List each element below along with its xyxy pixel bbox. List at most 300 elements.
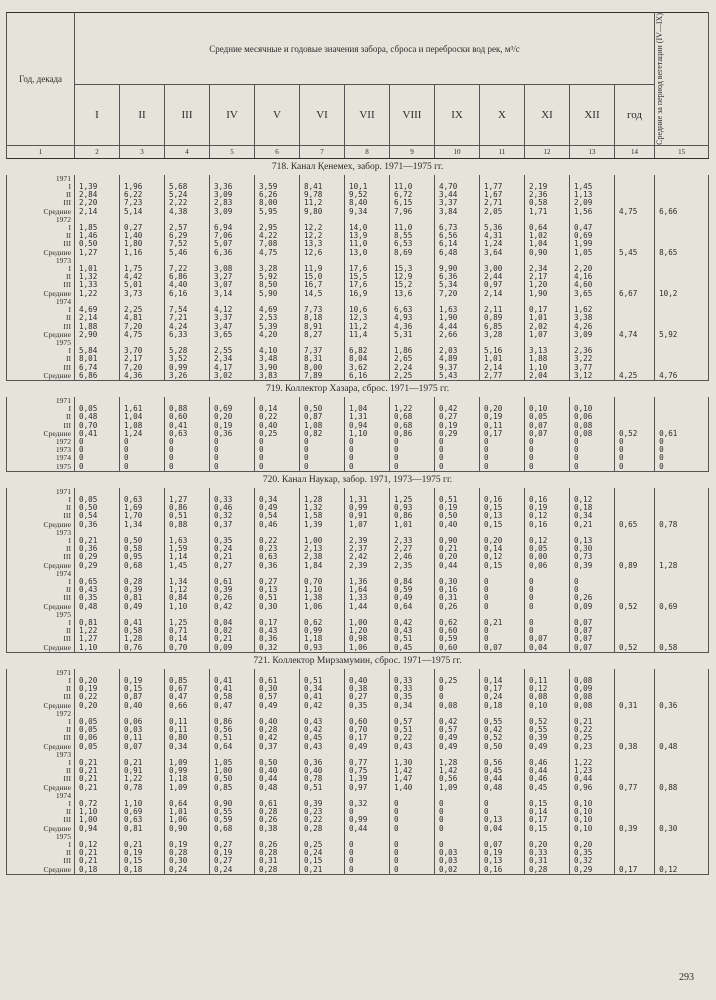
data-cell: 0,06	[525, 562, 570, 570]
data-cell: 0,46	[210, 504, 255, 512]
data-cell: 2,27	[390, 545, 435, 553]
data-cell	[345, 397, 390, 405]
data-cell	[655, 570, 709, 578]
data-cell	[615, 529, 655, 537]
row-label: III	[7, 240, 75, 248]
data-cell	[390, 298, 435, 306]
data-cell: 0	[75, 463, 120, 472]
data-cell: 7,21	[165, 314, 210, 322]
table-row	[7, 290, 709, 298]
data-cell: 0,21	[570, 521, 615, 529]
data-cell: 0,80	[165, 734, 210, 742]
data-cell	[255, 175, 300, 183]
data-cell: 6,14	[435, 240, 480, 248]
data-cell: 8,31	[300, 355, 345, 363]
data-cell	[615, 677, 655, 685]
row-label: 1974	[7, 454, 75, 462]
data-cell: 3,90	[255, 364, 300, 372]
data-cell	[570, 397, 615, 405]
data-cell: 7,73	[300, 306, 345, 314]
section-title: 721. Коллектор Мирзамумин, сброс. 1971—1975 гг.	[7, 652, 709, 669]
data-cell: 4,74	[615, 331, 655, 339]
row-label: III	[7, 857, 75, 865]
data-cell: 0,40	[120, 702, 165, 710]
data-cell	[120, 751, 165, 759]
data-cell: 0,11	[165, 726, 210, 734]
data-cell: 0,10	[525, 702, 570, 710]
data-cell: 2,04	[525, 372, 570, 381]
data-cell: 0,10	[570, 800, 615, 808]
data-cell: 8,00	[300, 364, 345, 372]
data-cell: 0	[345, 808, 390, 816]
data-cell: 0	[435, 685, 480, 693]
data-cell: 0,32	[210, 512, 255, 520]
data-cell: 2,19	[525, 183, 570, 191]
month-header-row	[7, 85, 709, 146]
data-cell: 0,21	[120, 841, 165, 849]
data-cell: 1,18	[165, 775, 210, 783]
data-cell: 7,22	[165, 265, 210, 273]
data-cell	[570, 570, 615, 578]
data-cell	[300, 488, 345, 496]
data-cell: 2,14	[75, 314, 120, 322]
data-cell: 0,52	[525, 718, 570, 726]
data-cell: 0,42	[210, 603, 255, 611]
section-title: 720. Канал Наукар, забор. 1971, 1973—1975 гг.	[7, 471, 709, 488]
data-cell: 0,59	[390, 586, 435, 594]
data-cell: 0,59	[210, 816, 255, 824]
data-cell: 0,10	[570, 825, 615, 833]
data-cell: 0,14	[165, 635, 210, 643]
data-cell	[120, 257, 165, 265]
data-cell: 0,15	[525, 800, 570, 808]
data-cell	[655, 718, 709, 726]
data-cell: 0,52	[615, 644, 655, 653]
data-cell	[655, 183, 709, 191]
data-cell	[655, 529, 709, 537]
data-cell	[165, 751, 210, 759]
data-cell	[165, 298, 210, 306]
data-cell: 0,05	[75, 726, 120, 734]
data-cell: 4,36	[390, 323, 435, 331]
data-cell: 6,33	[165, 331, 210, 339]
data-cell: 0,27	[255, 578, 300, 586]
data-cell: 0,52	[480, 734, 525, 742]
data-cell: 0,32	[255, 644, 300, 653]
data-cell	[255, 529, 300, 537]
data-cell: 1,10	[120, 800, 165, 808]
data-cell: 0,19	[525, 504, 570, 512]
data-cell: 0	[525, 619, 570, 627]
data-cell: 0,94	[345, 422, 390, 430]
data-cell	[390, 570, 435, 578]
data-cell: 0,60	[435, 644, 480, 653]
data-cell: 0,02	[210, 627, 255, 635]
row-label: Средние	[7, 562, 75, 570]
data-cell	[615, 775, 655, 783]
data-cell: 8,55	[390, 232, 435, 240]
data-cell: 1,59	[165, 545, 210, 553]
data-cell: 0,94	[75, 825, 120, 833]
data-cell: 0,64	[165, 800, 210, 808]
data-cell	[120, 216, 165, 224]
data-cell: 7,20	[120, 364, 165, 372]
data-cell: 0	[165, 438, 210, 446]
data-cell: 0,17	[480, 430, 525, 438]
data-cell	[435, 175, 480, 183]
data-cell: 8,69	[390, 249, 435, 257]
data-cell: 2,24	[390, 364, 435, 372]
data-cell: 0,99	[165, 364, 210, 372]
data-cell: 0,41	[75, 430, 120, 438]
data-cell: 2,14	[480, 290, 525, 298]
data-cell: 1,10	[75, 644, 120, 653]
data-cell	[615, 347, 655, 355]
data-cell: 4,42	[120, 273, 165, 281]
data-cell: 1,32	[300, 504, 345, 512]
data-cell: 0,12	[480, 553, 525, 561]
data-cell: 0,89	[615, 562, 655, 570]
data-cell	[615, 635, 655, 643]
data-cell: 0	[480, 586, 525, 594]
data-cell: 0,88	[165, 521, 210, 529]
data-table	[6, 12, 709, 875]
data-cell	[480, 611, 525, 619]
data-cell: 5,92	[255, 273, 300, 281]
data-cell	[655, 677, 709, 685]
data-cell: 4,17	[210, 364, 255, 372]
data-cell: 6,22	[120, 191, 165, 199]
data-cell: 0	[300, 446, 345, 454]
data-cell: 3,28	[255, 265, 300, 273]
data-cell: 0	[165, 446, 210, 454]
data-cell	[300, 339, 345, 347]
data-cell: 2,22	[165, 199, 210, 207]
data-cell: 8,50	[255, 281, 300, 289]
data-cell: 0,29	[435, 430, 480, 438]
data-cell: 0,27	[210, 857, 255, 865]
data-cell	[615, 175, 655, 183]
data-cell	[615, 364, 655, 372]
data-cell: 0,44	[255, 775, 300, 783]
data-cell: 0,50	[75, 504, 120, 512]
data-cell	[210, 488, 255, 496]
data-cell: 3,44	[435, 191, 480, 199]
data-cell	[210, 529, 255, 537]
data-cell: 1,05	[210, 759, 255, 767]
data-cell: 0,76	[120, 644, 165, 653]
section-title-row	[7, 158, 709, 175]
data-cell	[345, 298, 390, 306]
data-cell: 0,24	[210, 866, 255, 875]
data-cell: 0,69	[570, 232, 615, 240]
data-cell: 7,89	[300, 372, 345, 381]
data-cell: 0	[300, 438, 345, 446]
data-cell: 0,25	[570, 734, 615, 742]
data-cell	[255, 257, 300, 265]
data-cell: 0,32	[345, 800, 390, 808]
data-cell: 0,99	[345, 816, 390, 824]
data-cell: 0,47	[165, 693, 210, 701]
data-cell: 1,01	[480, 355, 525, 363]
data-cell: 4,60	[570, 281, 615, 289]
data-cell	[655, 553, 709, 561]
data-cell: 0	[345, 463, 390, 472]
table-row	[7, 857, 709, 865]
data-cell: 0,15	[480, 521, 525, 529]
data-cell	[210, 339, 255, 347]
data-cell	[525, 792, 570, 800]
data-cell: 0,48	[480, 784, 525, 792]
data-cell: 0,34	[165, 743, 210, 751]
data-cell: 2,65	[390, 355, 435, 363]
data-cell: 0	[390, 800, 435, 808]
data-cell: 0,57	[390, 718, 435, 726]
data-cell	[75, 570, 120, 578]
column-number: 12	[525, 145, 570, 158]
data-cell: 16,7	[300, 281, 345, 289]
data-cell: 0,64	[390, 603, 435, 611]
data-cell	[655, 323, 709, 331]
row-label: 1974	[7, 792, 75, 800]
month-header: X	[480, 85, 525, 146]
table-row	[7, 792, 709, 800]
data-cell: 0,13	[480, 816, 525, 824]
data-cell: 2,11	[480, 306, 525, 314]
data-cell: 0	[525, 594, 570, 602]
data-cell: 0	[390, 438, 435, 446]
data-cell: 0,46	[525, 759, 570, 767]
data-cell: 0	[655, 454, 709, 462]
data-cell: 1,18	[300, 635, 345, 643]
data-cell: 0,36	[655, 702, 709, 710]
data-cell	[525, 488, 570, 496]
data-cell	[480, 669, 525, 677]
data-cell: 11,2	[345, 323, 390, 331]
data-cell: 5,16	[480, 347, 525, 355]
data-cell: 6,53	[390, 240, 435, 248]
data-cell: 0,22	[390, 734, 435, 742]
data-cell	[165, 488, 210, 496]
data-cell: 1,77	[480, 183, 525, 191]
data-cell	[435, 216, 480, 224]
data-cell: 0,31	[255, 857, 300, 865]
data-cell	[255, 833, 300, 841]
data-cell: 4,22	[255, 232, 300, 240]
row-label: Средние	[7, 430, 75, 438]
data-cell: 1,27	[165, 496, 210, 504]
data-cell	[615, 537, 655, 545]
data-cell: 3,12	[570, 372, 615, 381]
row-label: I	[7, 347, 75, 355]
data-cell: 3,36	[210, 183, 255, 191]
data-cell: 4,93	[390, 314, 435, 322]
data-cell: 0	[435, 808, 480, 816]
data-cell: 0	[525, 454, 570, 462]
data-cell: 0,27	[210, 841, 255, 849]
data-cell: 0,22	[255, 537, 300, 545]
data-cell: 0,49	[255, 504, 300, 512]
data-cell: 0	[390, 849, 435, 857]
row-label: II	[7, 504, 75, 512]
data-cell: 0,16	[435, 586, 480, 594]
data-cell	[435, 339, 480, 347]
data-cell: 1,22	[390, 405, 435, 413]
row-label: III	[7, 594, 75, 602]
data-cell: 0,02	[435, 866, 480, 875]
data-cell	[655, 240, 709, 248]
data-cell: 0,14	[525, 808, 570, 816]
data-cell	[615, 816, 655, 824]
data-cell: 8,41	[300, 183, 345, 191]
data-cell: 0,21	[75, 849, 120, 857]
data-cell: 0	[165, 454, 210, 462]
data-cell	[345, 257, 390, 265]
column-number: 4	[165, 145, 210, 158]
data-cell: 0,19	[210, 849, 255, 857]
data-cell: 0,57	[435, 726, 480, 734]
data-cell: 2,20	[75, 199, 120, 207]
data-cell	[655, 800, 709, 808]
data-cell	[655, 397, 709, 405]
data-cell: 6,36	[435, 273, 480, 281]
data-cell: 0	[525, 463, 570, 472]
data-cell: 0	[345, 857, 390, 865]
data-cell	[525, 833, 570, 841]
data-cell: 5,90	[255, 290, 300, 298]
data-cell: 0,03	[120, 726, 165, 734]
data-cell: 0	[480, 635, 525, 643]
data-cell: 0,44	[525, 767, 570, 775]
data-cell: 6,74	[75, 364, 120, 372]
data-cell: 0,52	[615, 430, 655, 438]
data-cell: 2,02	[525, 323, 570, 331]
table-row	[7, 281, 709, 289]
data-cell: 0,10	[570, 808, 615, 816]
data-cell: 0,45	[300, 734, 345, 742]
data-cell: 5,31	[390, 331, 435, 339]
data-cell: 2,35	[390, 562, 435, 570]
data-cell	[300, 397, 345, 405]
data-cell	[655, 191, 709, 199]
data-cell: 14,0	[345, 224, 390, 232]
data-cell: 0,77	[615, 784, 655, 792]
data-cell: 1,10	[165, 603, 210, 611]
table-row	[7, 265, 709, 273]
data-cell: 1,01	[75, 265, 120, 273]
data-cell	[345, 339, 390, 347]
data-cell: 1,07	[345, 521, 390, 529]
row-label: I	[7, 841, 75, 849]
data-cell: 5,34	[435, 281, 480, 289]
data-cell: 1,27	[75, 635, 120, 643]
data-cell: 0,50	[210, 775, 255, 783]
data-cell: 0,50	[480, 743, 525, 751]
row-label: III	[7, 323, 75, 331]
data-cell	[300, 833, 345, 841]
row-label: III	[7, 693, 75, 701]
data-cell: 0,19	[480, 849, 525, 857]
data-cell: 12,3	[345, 314, 390, 322]
data-cell: 2,37	[345, 545, 390, 553]
data-cell: 0,29	[75, 553, 120, 561]
data-cell	[255, 298, 300, 306]
data-cell: 0,33	[210, 496, 255, 504]
data-cell: 1,05	[570, 249, 615, 257]
data-cell: 7,08	[255, 240, 300, 248]
data-cell	[655, 627, 709, 635]
data-cell	[435, 529, 480, 537]
data-cell	[655, 537, 709, 545]
data-cell: 0,58	[655, 644, 709, 653]
data-cell: 6,16	[165, 290, 210, 298]
data-cell	[435, 710, 480, 718]
data-cell	[615, 693, 655, 701]
data-cell	[655, 216, 709, 224]
data-cell	[345, 710, 390, 718]
data-cell: 0	[210, 463, 255, 472]
data-cell: 0,28	[255, 808, 300, 816]
data-cell: 2,34	[525, 265, 570, 273]
data-cell: 0,33	[525, 849, 570, 857]
row-label: I	[7, 405, 75, 413]
data-cell: 1,88	[525, 355, 570, 363]
data-cell: 1,04	[120, 413, 165, 421]
data-cell: 0	[435, 693, 480, 701]
data-cell	[255, 751, 300, 759]
data-cell: 0,70	[75, 422, 120, 430]
data-cell	[570, 751, 615, 759]
data-cell: 0	[435, 841, 480, 849]
table-row	[7, 627, 709, 635]
data-cell: 0,28	[255, 849, 300, 857]
data-cell: 0,62	[300, 619, 345, 627]
data-cell: 0,81	[75, 619, 120, 627]
data-cell: 0,19	[435, 422, 480, 430]
data-cell: 0,21	[570, 718, 615, 726]
data-cell	[525, 257, 570, 265]
data-cell: 12,2	[300, 224, 345, 232]
data-cell: 0,65	[615, 521, 655, 529]
data-cell: 1,45	[165, 562, 210, 570]
data-cell: 0,25	[300, 841, 345, 849]
data-cell: 0,70	[345, 726, 390, 734]
data-cell: 0	[120, 463, 165, 472]
data-cell: 8,40	[345, 199, 390, 207]
data-cell	[615, 323, 655, 331]
data-cell: 0,78	[655, 521, 709, 529]
data-cell	[570, 833, 615, 841]
data-cell	[480, 833, 525, 841]
data-cell: 0,50	[435, 512, 480, 520]
data-cell: 0,51	[300, 784, 345, 792]
data-cell: 5,45	[615, 249, 655, 257]
data-cell: 0,28	[300, 825, 345, 833]
row-label: 1973	[7, 751, 75, 759]
data-cell	[615, 191, 655, 199]
data-cell: 0,49	[120, 603, 165, 611]
data-cell: 0,40	[255, 422, 300, 430]
row-label: III	[7, 553, 75, 561]
row-label: 1972	[7, 216, 75, 224]
data-cell	[480, 298, 525, 306]
data-cell: 0,07	[570, 627, 615, 635]
data-cell: 0,44	[345, 825, 390, 833]
data-cell: 3,52	[165, 355, 210, 363]
data-cell: 0,18	[570, 504, 615, 512]
data-cell: 0,11	[480, 422, 525, 430]
data-cell	[615, 265, 655, 273]
